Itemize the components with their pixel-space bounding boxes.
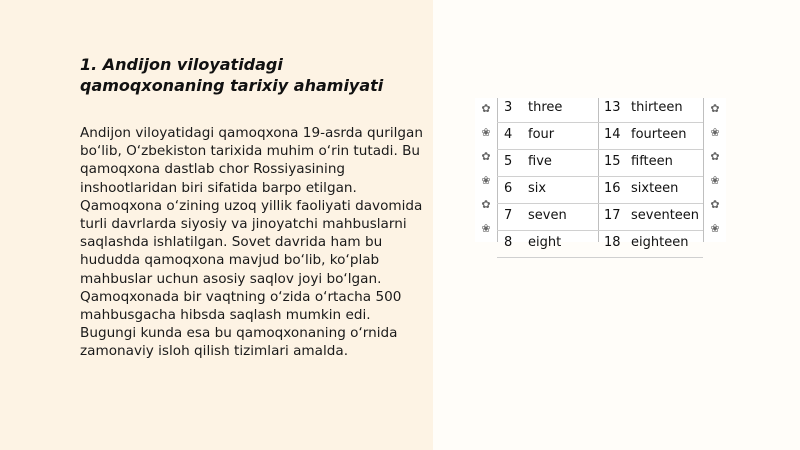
number-cell: 13 [604,100,621,115]
number-cell: 18 [604,235,621,250]
number-cell: 4 [504,127,513,142]
number-words-table-image [475,98,725,250]
table-row [497,203,703,231]
table-row [497,95,703,123]
word-cell: eight [528,235,562,250]
number-cell: 14 [604,127,621,142]
number-cell: 6 [504,181,513,196]
word-cell: three [528,100,563,115]
flower-icon: ❀ [710,222,720,235]
table-row [497,176,703,204]
number-cell: 7 [504,208,513,223]
flower-icon: ❀ [710,126,720,139]
word-cell: sixteen [631,181,679,196]
number-cell: 8 [504,235,513,250]
number-cell: 3 [504,100,513,115]
number-cell: 5 [504,154,513,169]
number-cell: 17 [604,208,621,223]
word-cell: thirteen [631,100,683,115]
table-row [497,230,703,258]
flower-icon: ❀ [481,126,491,139]
number-cell: 15 [604,154,621,169]
bee-icon: ✿ [710,102,720,115]
word-cell: five [528,154,552,169]
table-row [497,122,703,150]
slide-body-text: Andijon viloyatidagi qamoqxona 19-asrda qurilgan bo‘lib, O‘zbekiston tarixida muhim o‘rin tutadi. Bu qamoqxona dastlab chor Rossiyasining inshootlaridan biri sifatida barpo etilgan. Qamoqxona o‘zining uzoq yillik faoliyati davomida turli davrlarda siyosiy va jinoyatchi mahbuslarni saqlashda ishlatilgan. Sovet davrida ham bu hududda qamoqxona mavjud bo‘lib, ko‘plab mahbuslar uchun asosiy saqlov joyi bo‘lgan. Qamoqxonada bir vaqtning o‘zida o‘rtacha 500 mahbusgacha hibsda saqlash mumkin edi. Bugungi kunda esa bu qamoqxonaning o‘rnida zamonaviy isloh qilish tizimlari amalda. [80,125,423,360]
word-cell: fifteen [631,154,673,169]
bee-icon: ✿ [710,198,720,211]
table-row [497,149,703,177]
flower-icon: ❀ [481,174,491,187]
word-cell: six [528,181,547,196]
bee-icon: ✿ [481,102,491,115]
decorative-border-left [475,98,498,242]
flower-icon: ❀ [710,174,720,187]
word-cell: four [528,127,555,142]
word-cell: seventeen [631,208,700,223]
decorative-border-right [703,98,726,242]
flower-icon: ❀ [481,222,491,235]
slide-title: 1. Andijon viloyatidagi qamoqxonaning tarixiy ahamiyati [80,55,384,95]
bee-icon: ✿ [481,198,491,211]
word-cell: eighteen [631,235,689,250]
bee-icon: ✿ [710,150,720,163]
word-cell: seven [528,208,567,223]
word-cell: fourteen [631,127,687,142]
number-cell: 16 [604,181,621,196]
bee-icon: ✿ [481,150,491,163]
